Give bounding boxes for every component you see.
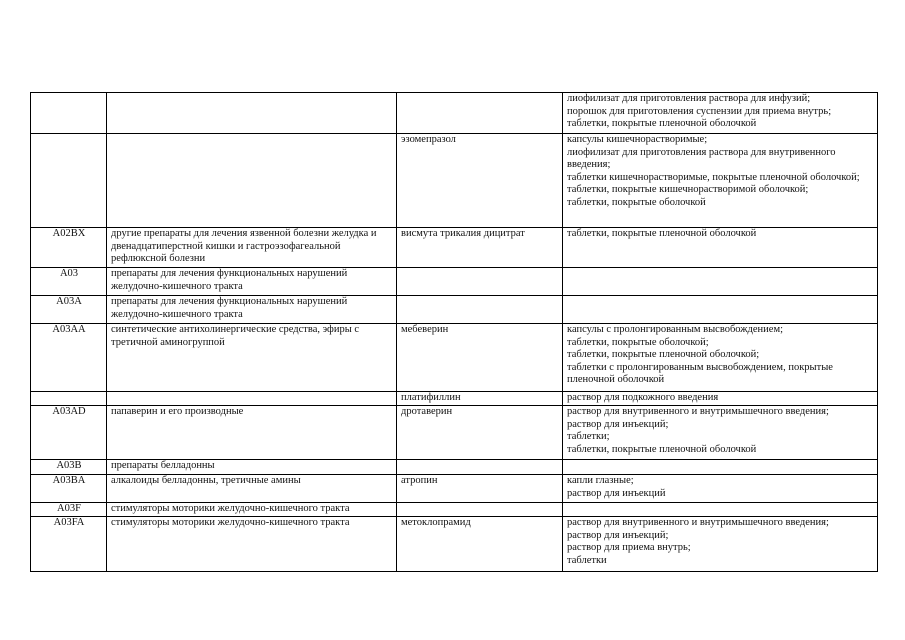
group-name-cell: препараты для лечения функциональных нарушений желудочно-кишечного тракта (107, 296, 397, 324)
atc-code-cell (31, 93, 107, 134)
atc-code-cell (31, 134, 107, 228)
atc-code-cell: A03AA (31, 324, 107, 392)
dosage-forms-cell (563, 460, 878, 475)
group-name-cell: папаверин и его производные (107, 406, 397, 460)
group-name-cell (107, 93, 397, 134)
substance-cell: эзомепразол (397, 134, 563, 228)
substance-cell (397, 503, 563, 517)
dosage-forms-cell: раствор для подкожного введения (563, 392, 878, 406)
group-name-cell: синтетические антихолинергические средства, эфиры с третичной аминогруппой (107, 324, 397, 392)
atc-code-cell: A03 (31, 268, 107, 296)
atc-code-cell: A03B (31, 460, 107, 475)
substance-cell: атропин (397, 475, 563, 503)
group-name-cell: препараты для лечения функциональных нарушений желудочно-кишечного тракта (107, 268, 397, 296)
substance-cell (397, 268, 563, 296)
table-row (31, 268, 878, 296)
table-row (31, 517, 878, 572)
table-row (31, 475, 878, 503)
dosage-forms-cell: лиофилизат для приготовления раствора для инфузий; порошок для приготовления суспензии для приема внутрь; таблетки, покрытые пленочной оболочкой (563, 93, 878, 134)
dosage-forms-cell (563, 268, 878, 296)
group-name-cell: алкалоиды белладонны, третичные амины (107, 475, 397, 503)
table-row (31, 324, 878, 392)
table-row (31, 296, 878, 324)
atc-code-cell (31, 392, 107, 406)
substance-cell: мебеверин (397, 324, 563, 392)
table-row (31, 460, 878, 475)
table-row (31, 93, 878, 134)
dosage-forms-cell: капли глазные; раствор для инъекций (563, 475, 878, 503)
atc-code-cell: A03F (31, 503, 107, 517)
substance-cell: висмута трикалия дицитрат (397, 228, 563, 268)
atc-code-cell: A03AD (31, 406, 107, 460)
group-name-cell: стимуляторы моторики желудочно-кишечного тракта (107, 517, 397, 572)
group-name-cell (107, 134, 397, 228)
substance-cell: дротаверин (397, 406, 563, 460)
table-body (31, 93, 878, 572)
atc-code-cell: A03A (31, 296, 107, 324)
table-row (31, 406, 878, 460)
atc-code-cell: A03BA (31, 475, 107, 503)
table-row (31, 134, 878, 228)
dosage-forms-cell: капсулы кишечнорастворимые; лиофилизат для приготовления раствора для внутривенного введения; таблетки кишечнорастворимые, покрытые пленочной оболочкой; таблетки, покрытые кишечнорастворимой оболочкой; таблетки, покрытые оболочкой (563, 134, 878, 228)
substance-cell (397, 93, 563, 134)
group-name-cell: другие препараты для лечения язвенной болезни желудка и двенадцатиперстной кишки и гастроэзофагеальной рефлюксной болезни (107, 228, 397, 268)
substance-cell (397, 296, 563, 324)
dosage-forms-cell (563, 296, 878, 324)
group-name-cell: препараты белладонны (107, 460, 397, 475)
table-row (31, 392, 878, 406)
dosage-forms-cell: таблетки, покрытые пленочной оболочкой (563, 228, 878, 268)
substance-cell (397, 460, 563, 475)
dosage-forms-cell: раствор для внутривенного и внутримышечного введения; раствор для инъекций; раствор для приема внутрь; таблетки (563, 517, 878, 572)
table-row (31, 503, 878, 517)
group-name-cell: стимуляторы моторики желудочно-кишечного тракта (107, 503, 397, 517)
drug-classification-table (30, 92, 878, 572)
substance-cell: метоклопрамид (397, 517, 563, 572)
dosage-forms-cell: раствор для внутривенного и внутримышечного введения; раствор для инъекций; таблетки; таблетки, покрытые пленочной оболочкой (563, 406, 878, 460)
group-name-cell (107, 392, 397, 406)
table-row (31, 228, 878, 268)
atc-code-cell: A03FA (31, 517, 107, 572)
dosage-forms-cell (563, 503, 878, 517)
dosage-forms-cell: капсулы с пролонгированным высвобождением; таблетки, покрытые оболочкой; таблетки, покрытые пленочной оболочкой; таблетки с пролонгированным высвобождением, покрытые пленочной оболочкой (563, 324, 878, 392)
atc-code-cell: A02BX (31, 228, 107, 268)
substance-cell: платифиллин (397, 392, 563, 406)
